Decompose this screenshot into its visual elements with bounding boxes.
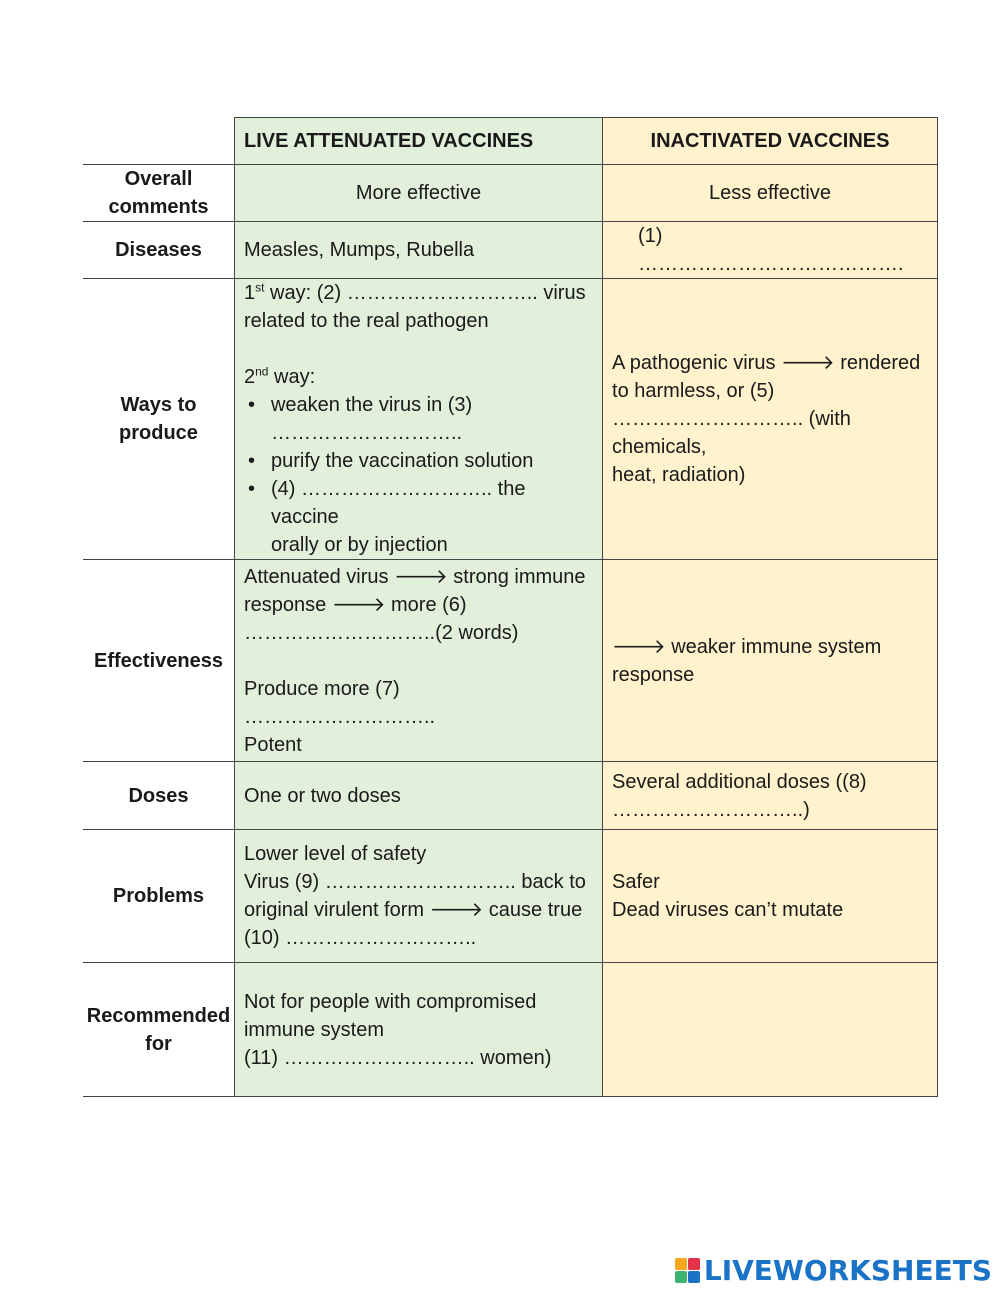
corner-cell <box>83 118 234 165</box>
row-label-effectiveness: Effectiveness <box>83 560 234 762</box>
blank-10-line[interactable]: (10) ……………………….. <box>243 927 477 949</box>
row-label-overall: Overall comments <box>83 165 234 222</box>
blank-8-line[interactable]: ………………………..) <box>612 798 810 821</box>
row-doses <box>83 762 938 830</box>
row-diseases <box>83 222 938 279</box>
bullet-item: • purify the vaccination solution <box>244 447 593 475</box>
diseases-inactivated-blank[interactable]: (1) …………………………………. <box>603 222 938 279</box>
header-row <box>83 118 938 165</box>
first-way-line[interactable]: 1st way: (2) ……………………….. virus <box>243 280 586 304</box>
bullet-item[interactable]: • (4) ……………………….. the vaccine orally or by injection <box>244 475 593 559</box>
recommended-inactivated <box>603 963 938 1097</box>
diseases-live: Measles, Mumps, Rubella <box>234 222 602 279</box>
doses-inactivated: Several additional doses ((8) ………………………..) <box>603 762 938 830</box>
row-label-problems: Problems <box>83 830 234 963</box>
liveworksheets-logo <box>675 1253 992 1287</box>
problems-live: Lower level of safety Virus (9) ……………………….. back to original virulent form 🡒 cause true (10) ……………………….. <box>234 830 602 963</box>
recommended-live: Not for people with compromised immune system (11) ……………………….. women) <box>234 963 602 1097</box>
blank-7-line[interactable]: Produce more (7) ……………………….. <box>243 677 436 728</box>
header-live: LIVE ATTENUATED VACCINES <box>234 118 602 165</box>
row-problems <box>83 830 938 963</box>
doses-live: One or two doses <box>234 762 602 830</box>
effectiveness-inactivated: 🡒 weaker immune system response <box>603 560 938 762</box>
vaccine-comparison-table <box>83 117 938 1097</box>
logo-text: LIVEWORKSHEETS <box>703 1253 992 1287</box>
overall-live: More effective <box>234 165 602 222</box>
header-inactivated: INACTIVATED VACCINES <box>603 118 938 165</box>
blank-9-line[interactable]: Virus (9) ……………………….. back to <box>243 871 586 893</box>
row-effectiveness <box>83 560 938 762</box>
ways-live <box>234 279 602 560</box>
ways-inactivated: A pathogenic virus 🡒 rendered to harmless, or (5) ……………………….. (with chemicals, heat, radiation) <box>603 279 938 560</box>
blank-11-line[interactable]: (11) ……………………….. women) <box>243 1046 552 1069</box>
row-label-diseases: Diseases <box>83 222 234 279</box>
problems-inactivated: Safer Dead viruses can’t mutate <box>603 830 938 963</box>
row-label-recommended: Recommended for <box>83 963 234 1097</box>
row-recommended <box>83 963 938 1097</box>
blank-5-line[interactable]: ……………………….. (with chemicals, <box>612 408 851 458</box>
bullet-item[interactable]: • weaken the virus in (3) ……………………….. <box>244 391 593 447</box>
effectiveness-live: Attenuated virus 🡒 strong immune response 🡒 more (6) ………………………..(2 words) Produce more (7) ……………………….. Potent <box>234 560 602 762</box>
row-label-doses: Doses <box>83 762 234 830</box>
logo-mark-icon <box>675 1258 700 1283</box>
blank-6-line[interactable]: ………………………..(2 words) <box>243 621 519 644</box>
first-way-cont: related to the real pathogen <box>243 310 489 332</box>
row-overall <box>83 165 938 222</box>
row-ways <box>83 279 938 560</box>
second-way-line: 2nd way: <box>243 364 316 388</box>
row-label-ways: Ways to produce <box>83 279 234 560</box>
overall-inactivated: Less effective <box>603 165 938 222</box>
